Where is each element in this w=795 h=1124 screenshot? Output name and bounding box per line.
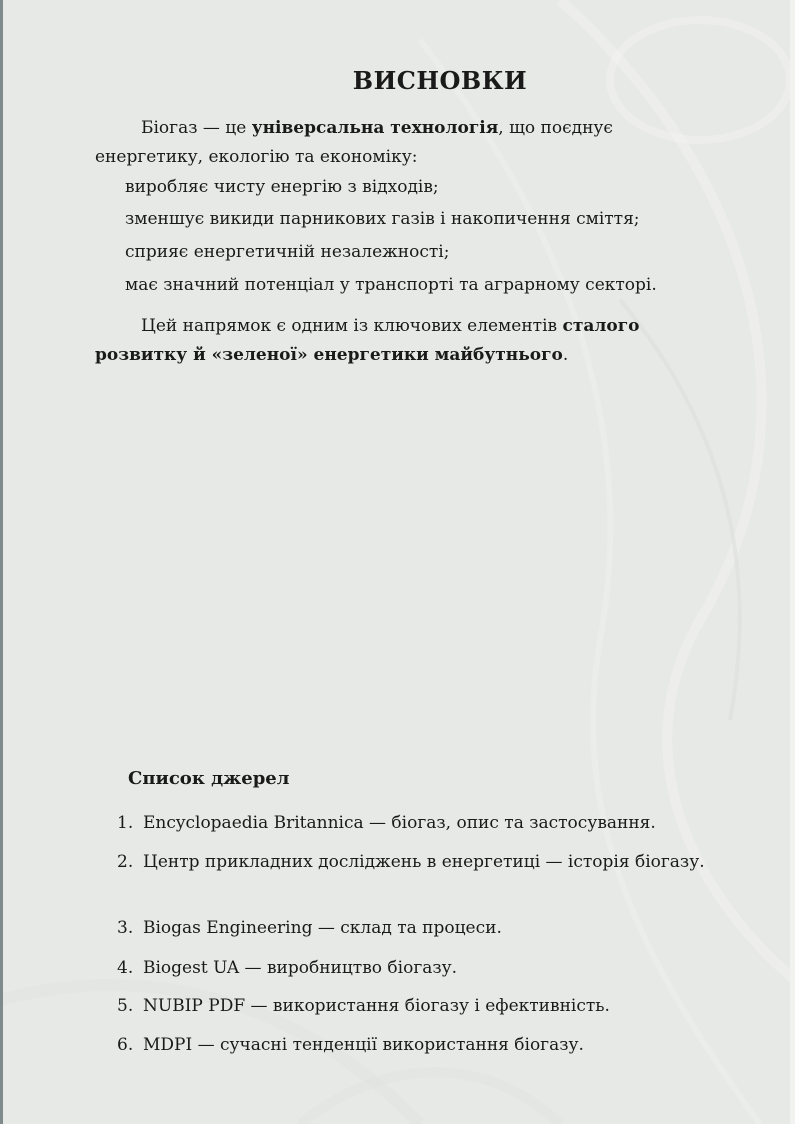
left-edge-bar — [0, 0, 3, 1124]
intro-paragraph — [95, 114, 705, 172]
source-number: 6. — [117, 1035, 134, 1055]
sources-heading: Список джерел — [128, 768, 290, 789]
source-text: MDPI — сучасні тенденції використання біогазу. — [143, 1035, 584, 1055]
intro-text-end: , що поєднує енергетику, екологію та економіку: — [95, 118, 613, 167]
source-text: Biogest UA — виробництво біогазу. — [143, 958, 458, 978]
closing-bold-text: сталого розвитку й «зеленої» енергетики майбутнього — [95, 316, 640, 365]
conclusion-item: сприяє енергетичній незалежності; — [125, 242, 450, 262]
source-text: Encyclopaedia Britannica — біогаз, опис та застосування. — [143, 813, 656, 833]
source-list-item — [117, 809, 717, 837]
source-list-item — [117, 954, 717, 982]
right-edge-bar — [790, 0, 795, 1124]
source-list-item — [117, 1031, 717, 1059]
page-title: ВИСНОВКИ — [352, 66, 528, 95]
source-list-item — [117, 914, 717, 942]
source-number: 1. — [117, 813, 134, 833]
conclusion-item: зменшує викиди парникових газів і накопичення сміття; — [125, 209, 640, 229]
intro-text-start: Біогаз — це — [141, 118, 252, 138]
source-list-item — [117, 848, 717, 876]
closing-text-start: Цей напрямок є одним із ключових елементів — [141, 316, 563, 336]
source-number: 4. — [117, 958, 134, 978]
closing-text-end: . — [562, 345, 569, 365]
conclusion-item: має значний потенціал у транспорті та аграрному секторі. — [125, 275, 657, 295]
intro-bold-text: універсальна технологія — [251, 118, 499, 138]
source-text: Biogas Engineering — склад та процеси. — [143, 918, 502, 938]
closing-paragraph — [95, 312, 705, 370]
source-text: Центр прикладних досліджень в енергетиці — історія біогазу. — [143, 852, 705, 872]
conclusion-item: виробляє чисту енергію з відходів; — [125, 177, 439, 197]
source-number: 3. — [117, 918, 134, 938]
source-list-item — [117, 992, 717, 1020]
source-number: 5. — [117, 996, 134, 1016]
source-number: 2. — [117, 852, 134, 872]
source-text: NUBIP PDF — використання біогазу і ефективність. — [143, 996, 610, 1016]
